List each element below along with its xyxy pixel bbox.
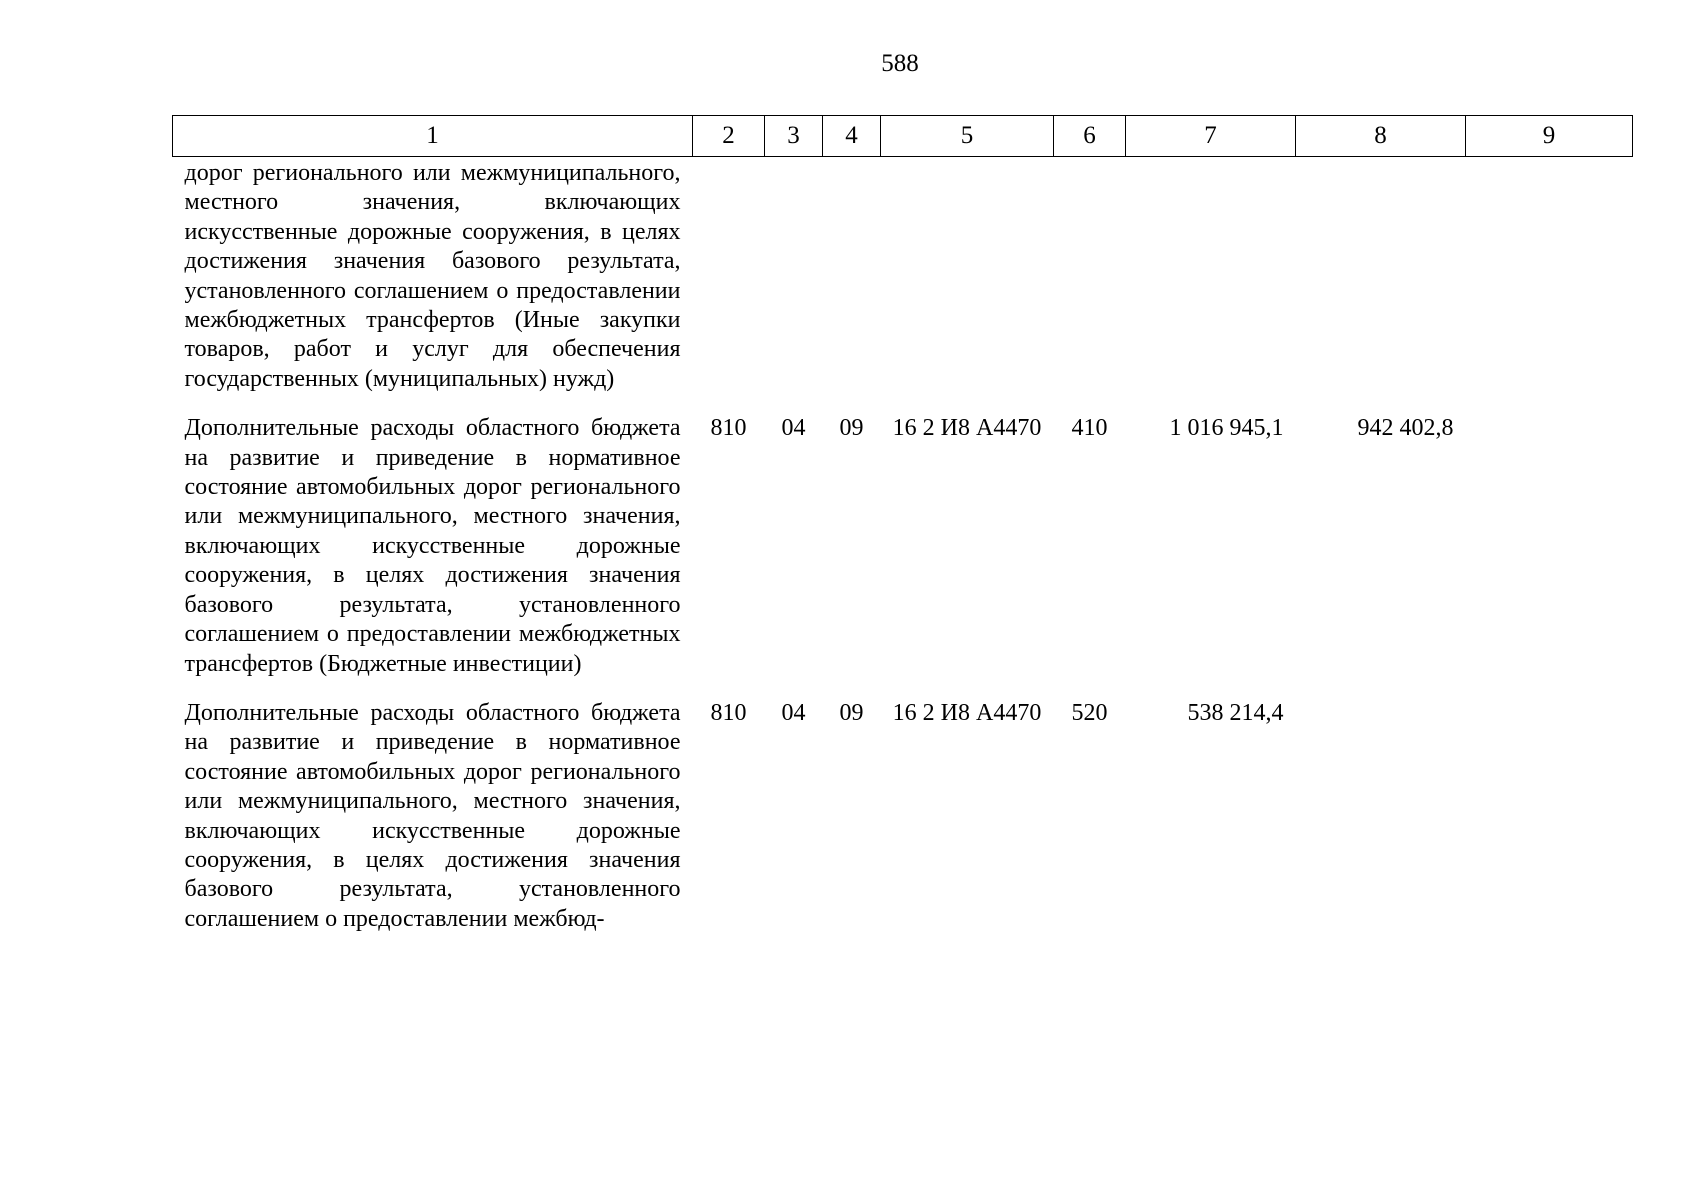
cell-target-article xyxy=(881,157,1054,405)
cell-amount-7: 1 016 945,1 xyxy=(1169,415,1284,442)
page-number: 588 xyxy=(881,50,919,77)
cell-expense-type: 410 xyxy=(1071,415,1108,442)
table-row xyxy=(173,157,1633,405)
cell-section-code: 04 xyxy=(781,415,806,442)
column-header: 5 xyxy=(881,116,1054,157)
budget-table xyxy=(172,115,1633,944)
column-header: 2 xyxy=(693,116,765,157)
column-header: 9 xyxy=(1466,116,1633,157)
cell-amount-7 xyxy=(1126,157,1296,405)
cell-subsection-code: 09 xyxy=(839,699,864,726)
cell-expense-type: 520 xyxy=(1071,699,1108,726)
table-row xyxy=(173,404,1633,689)
row-description: дорог регионального или межмуниципального, местного значения, включающих искусственные дорожные сооружения, в целях достижения значения базового результата, установленного соглашением о предоставлении межбюджетных трансфертов (Иные закупки товаров, работ и услуг для обеспечения государственных (муниципальных) нужд) xyxy=(184,160,681,392)
column-header: 7 xyxy=(1126,116,1296,157)
cell-amount-8: 942 402,8 xyxy=(1357,415,1454,442)
cell-subsection-code xyxy=(823,157,881,405)
row-description: Дополнительные расходы областного бюджета на развитие и приведение в нормативное состояние автомобильных дорог регионального или межмуниципального, местного значения, включающих искусственные дорожные сооружения, в целях достижения значения базового результата, установленного соглашением о предоставлении межбюджетных трансфертов (Бюджетные инвестиции) xyxy=(184,415,681,677)
cell-target-article: 16 2 И8 А4470 xyxy=(892,699,1042,726)
cell-expense-type xyxy=(1054,157,1126,405)
cell-section-code: 04 xyxy=(781,699,806,726)
table-header xyxy=(173,116,1633,157)
cell-subsection-code: 09 xyxy=(839,415,864,442)
cell-ministry-code: 810 xyxy=(710,699,747,726)
cell-amount-9 xyxy=(1466,689,1633,944)
cell-ministry-code: 810 xyxy=(710,415,747,442)
cell-amount-8 xyxy=(1296,689,1466,944)
column-header: 8 xyxy=(1296,116,1466,157)
cell-target-article: 16 2 И8 А4470 xyxy=(892,415,1042,442)
cell-amount-9 xyxy=(1466,404,1633,689)
column-header: 6 xyxy=(1054,116,1126,157)
cell-amount-7: 538 214,4 xyxy=(1187,699,1284,726)
column-header: 3 xyxy=(765,116,823,157)
column-header: 1 xyxy=(173,116,693,157)
cell-amount-9 xyxy=(1466,157,1633,405)
cell-amount-8 xyxy=(1296,157,1466,405)
column-header: 4 xyxy=(823,116,881,157)
row-description: Дополнительные расходы областного бюджета на развитие и приведение в нормативное состояние автомобильных дорог регионального или межмуниципального, местного значения, включающих искусственные дорожные сооружения, в целях достижения значения базового результата, установленного соглашением о предоставлении межбюд- xyxy=(184,699,681,932)
cell-section-code xyxy=(765,157,823,405)
table-row xyxy=(173,689,1633,944)
cell-ministry-code xyxy=(693,157,765,405)
